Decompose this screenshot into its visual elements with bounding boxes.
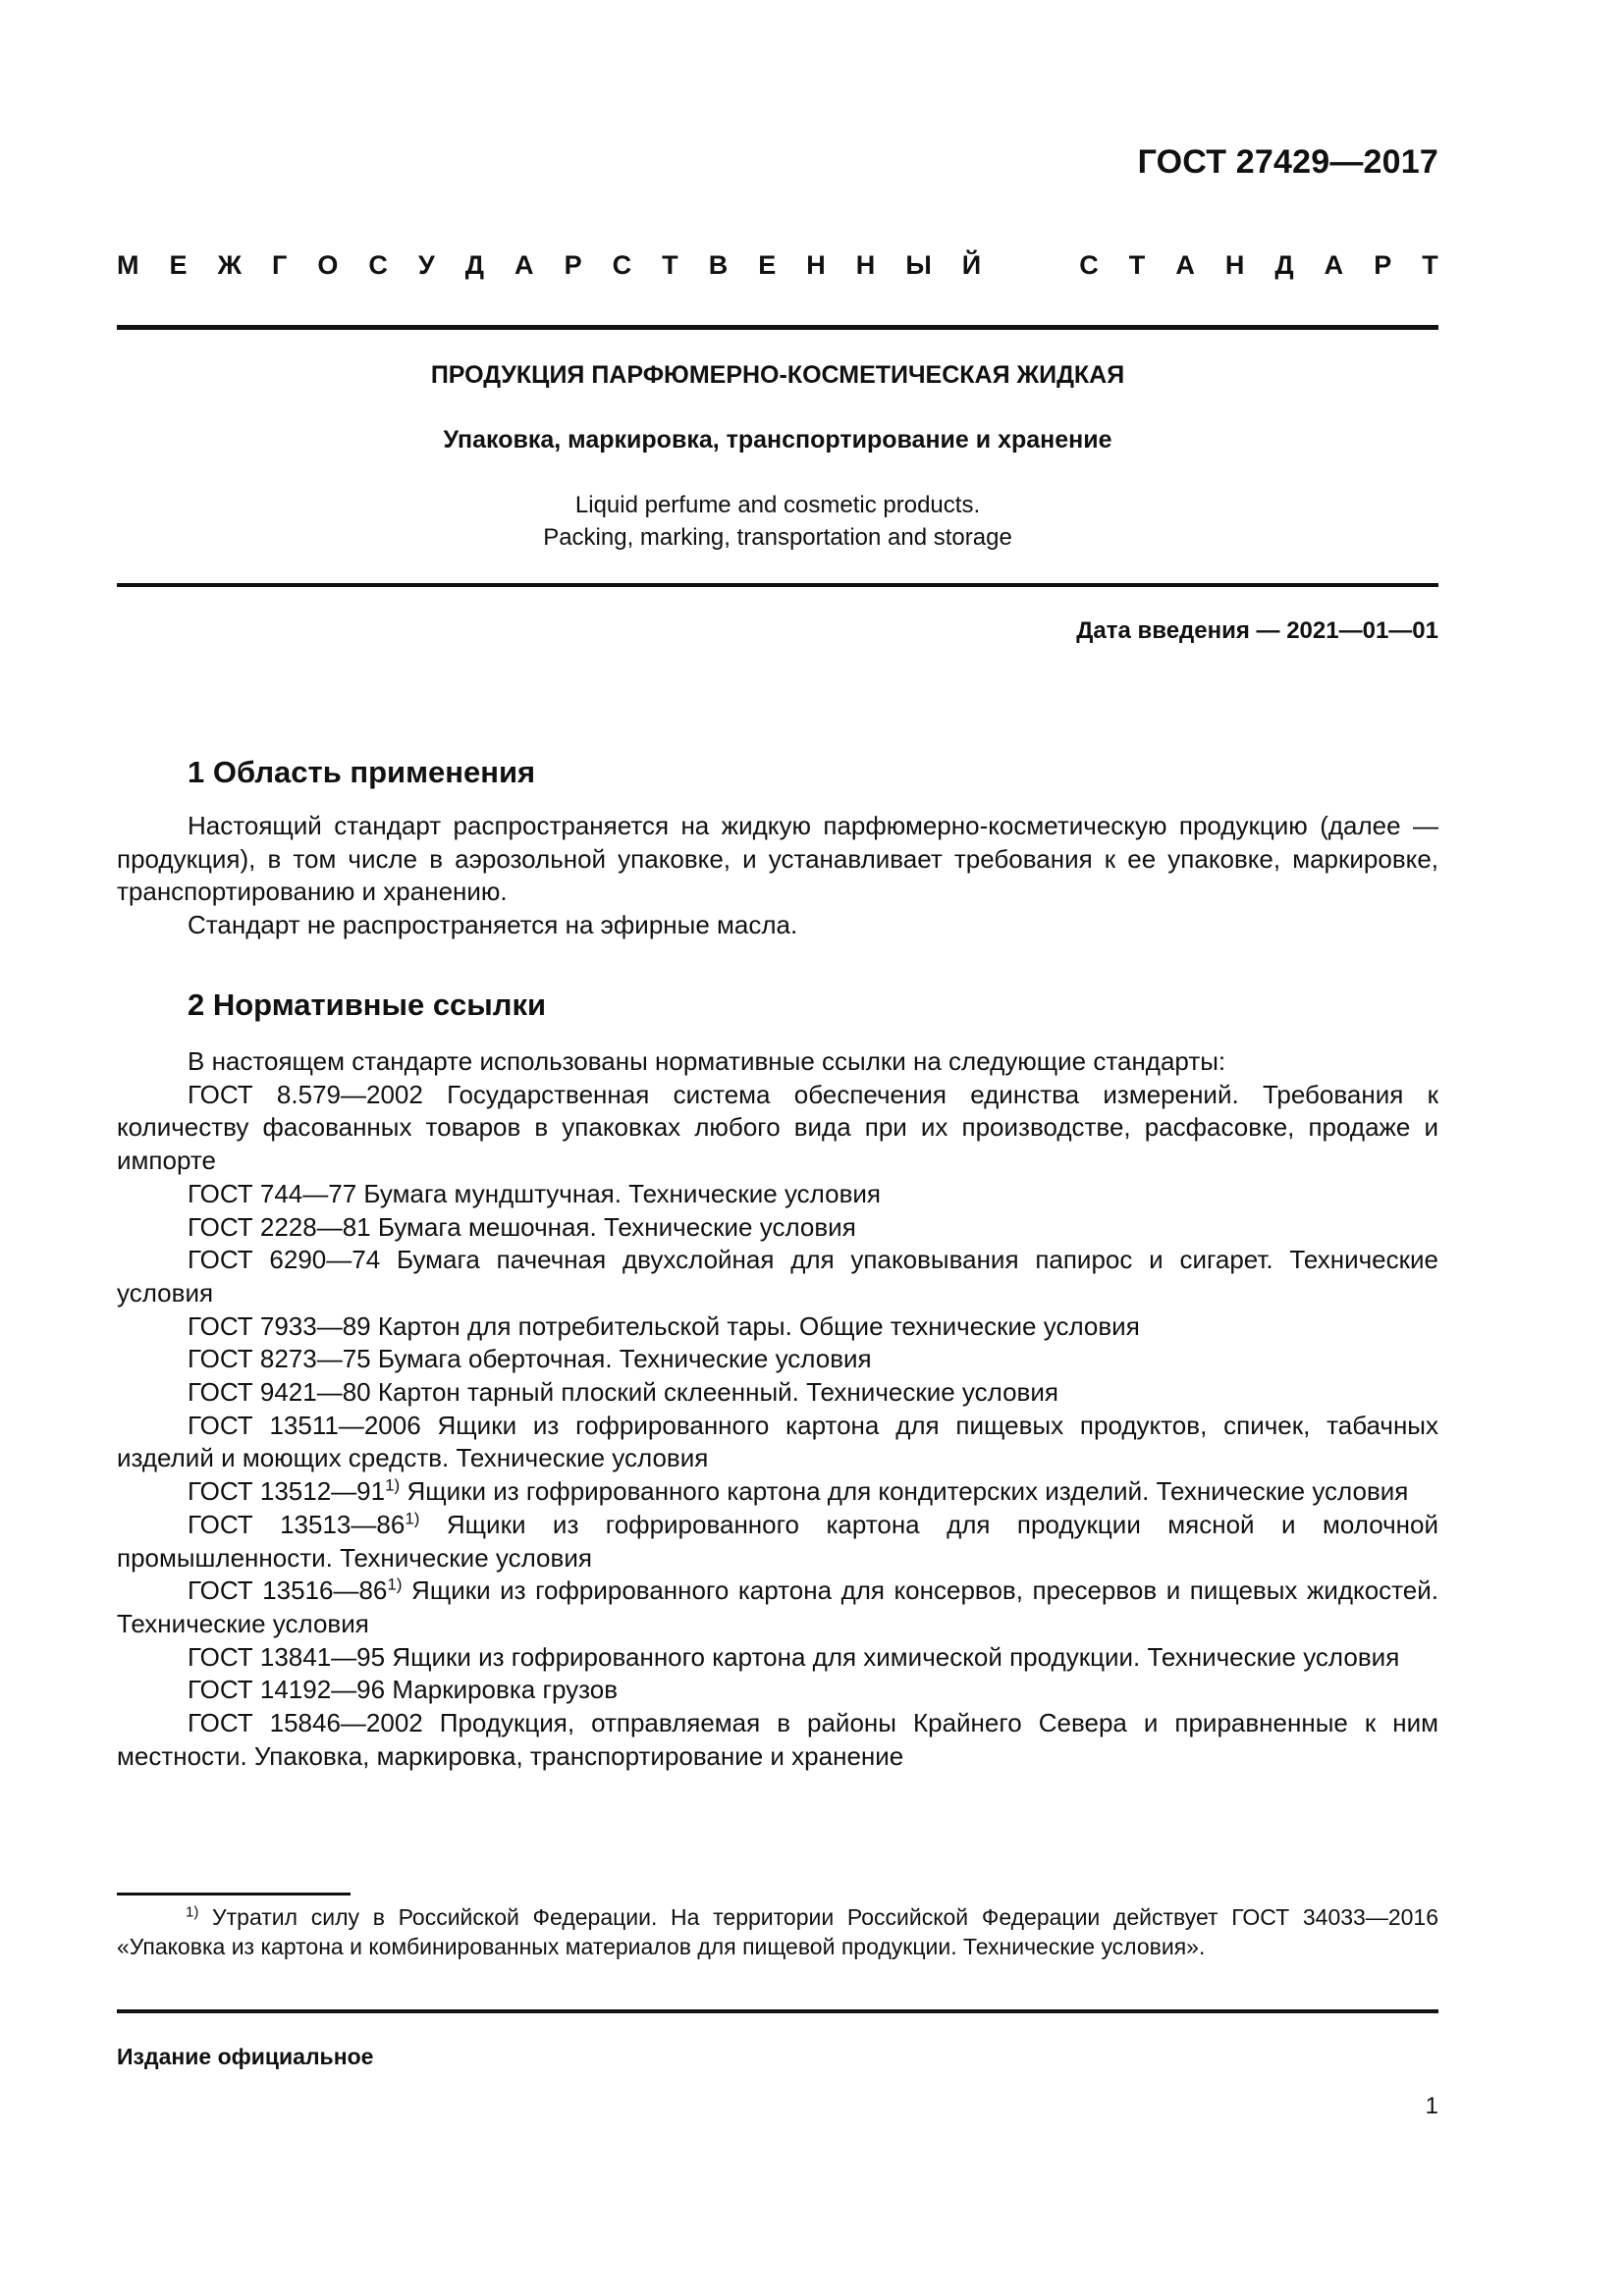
- reference-title: Картон тарный плоский склеенный. Технические условия: [377, 1377, 1058, 1408]
- letter: Т: [1422, 250, 1438, 280]
- reference-item: [117, 1410, 1438, 1475]
- letter: А: [1324, 250, 1344, 280]
- interstate-standard-heading: [117, 250, 1438, 281]
- section-1-heading: 1 Область применения: [188, 755, 536, 789]
- word-gap: [1011, 250, 1049, 281]
- reference-title: Маркировка грузов: [392, 1675, 619, 1705]
- letter: Ы: [905, 250, 932, 280]
- reference-code: ГОСТ 744—77: [188, 1178, 357, 1208]
- gost-number: ГОСТ 27429—2017: [1137, 143, 1438, 181]
- reference-title: Государственная система обеспечения единства измерений. Требования к количеству фасованных товаров в упаковках любого вида при их производстве, расфасовке, продаже и импорте: [117, 1079, 1438, 1176]
- reference-code: ГОСТ 2228—81: [188, 1211, 371, 1242]
- reference-item: [117, 1343, 1438, 1376]
- introduction-date: Дата введения — 2021—01—01: [1076, 617, 1438, 644]
- letter: Н: [855, 250, 876, 280]
- letter: Ж: [217, 250, 242, 280]
- reference-code: ГОСТ 13841—95: [188, 1641, 386, 1672]
- letter: Г: [272, 250, 288, 280]
- english-title-line-1: Liquid perfume and cosmetic products.: [574, 492, 981, 518]
- reference-item: [117, 1641, 1438, 1675]
- reference-item: [117, 1310, 1438, 1344]
- footnote-mark: 1): [385, 1475, 401, 1495]
- letter: Т: [662, 250, 678, 280]
- reference-code: ГОСТ 6290—74: [188, 1245, 381, 1275]
- reference-code: ГОСТ 14192—96: [188, 1675, 386, 1705]
- letter: С: [1079, 250, 1099, 280]
- reference-title: Ящики из гофрированного картона для химической продукции. Технические условия: [392, 1641, 1400, 1672]
- reference-title: Ящики из гофрированного картона для продукции мясной и молочной промышленности. Технические условия: [117, 1509, 1438, 1573]
- letter: А: [1175, 250, 1195, 280]
- document-subtitle: Упаковка, маркировка, транспортирование и хранение: [443, 426, 1112, 454]
- letter: Р: [1374, 250, 1392, 280]
- official-edition-label: Издание официальное: [117, 2044, 374, 2069]
- footnote-mark: 1): [387, 1575, 403, 1594]
- letter: Д: [1274, 250, 1294, 280]
- footnote-mark: 1): [186, 1903, 199, 1921]
- reference-item: [117, 1376, 1438, 1410]
- reference-title: Бумага мундштучная. Технические условия: [363, 1178, 882, 1208]
- normative-references-list: [117, 1079, 1438, 1774]
- reference-item: [117, 1079, 1438, 1178]
- reference-item: [117, 1674, 1438, 1707]
- page-number: 1: [1425, 2093, 1438, 2119]
- reference-code: ГОСТ 13512—91: [188, 1476, 386, 1507]
- letter: С: [368, 250, 388, 280]
- reference-item: [117, 1707, 1438, 1773]
- reference-title: Ящики из гофрированного картона для консервов, пресервов и пищевых жидкостей. Технические условия: [117, 1575, 1438, 1638]
- footnote-rule: [117, 1893, 351, 1896]
- letter: О: [317, 250, 339, 280]
- paragraph: Стандарт не распространяется на эфирные масла.: [188, 910, 798, 940]
- letter: Т: [1128, 250, 1146, 280]
- reference-code: ГОСТ 13513—86: [188, 1509, 406, 1539]
- header-divider: [117, 325, 1438, 330]
- reference-code: ГОСТ 15846—2002: [188, 1708, 423, 1738]
- reference-item: [117, 1475, 1438, 1509]
- letter: В: [708, 250, 729, 280]
- section-1-body: [117, 810, 1438, 942]
- footer-divider: [117, 2009, 1438, 2013]
- letter: Е: [758, 250, 777, 280]
- title-divider: [117, 583, 1438, 587]
- reference-code: ГОСТ 7933—89: [188, 1310, 371, 1341]
- section-2-heading: 2 Нормативные ссылки: [188, 988, 547, 1022]
- reference-title: Продукция, отправляемая в районы Крайнего Севера и приравненные к ним местности. Упаковка, маркировка, транспортирование и хранение: [117, 1708, 1438, 1771]
- reference-code: ГОСТ 8.579—2002: [188, 1079, 423, 1109]
- letter: У: [417, 250, 435, 280]
- reference-title: Ящики из гофрированного картона для кондитерских изделий. Технические условия: [406, 1476, 1409, 1507]
- letter: Й: [961, 250, 982, 280]
- reference-title: Бумага пачечная двухслойная для упаковывания папирос и сигарет. Технические условия: [117, 1245, 1438, 1308]
- footnote-text: $^{1)}$ Утратил силу в Российской Федерации. На территории Российской Федерации действует ГОСТ 34033—2016 «Упаковка из картона и комбинированных материалов для пищевой продукции. Технические условия».: [117, 1903, 1438, 1959]
- reference-code: ГОСТ 9421—80: [188, 1377, 371, 1408]
- reference-item: [117, 1178, 1438, 1211]
- paragraph: Настоящий стандарт распространяется на жидкую парфюмерно-косметическую продукцию (далее — продукция), в том числе в аэрозольной упаковке, и устанавливает требования к ее упаковке, маркировке, транспортированию и хранению.: [117, 811, 1438, 907]
- letter: С: [612, 250, 632, 280]
- footnote: [117, 1902, 1438, 1961]
- reference-code: ГОСТ 13516—86: [188, 1575, 388, 1606]
- english-title-line-2: Packing, marking, transportation and storage: [543, 524, 1012, 551]
- letter: Р: [564, 250, 582, 280]
- document-title: ПРОДУКЦИЯ ПАРФЮМЕРНО-КОСМЕТИЧЕСКАЯ ЖИДКАЯ: [430, 361, 1125, 389]
- letter: Д: [464, 250, 485, 280]
- reference-item: [117, 1244, 1438, 1309]
- reference-item: [117, 1509, 1438, 1575]
- reference-title: Картон для потребительской тары. Общие технические условия: [377, 1310, 1140, 1341]
- letter: Н: [1224, 250, 1245, 280]
- reference-title: Ящики из гофрированного картона для пищевых продуктов, спичек, табачных изделий и моющих средств. Технические условия: [117, 1410, 1438, 1473]
- reference-title: Бумага оберточная. Технические условия: [377, 1344, 872, 1374]
- letter: А: [514, 250, 534, 280]
- reference-item: [117, 1211, 1438, 1245]
- letter: Е: [169, 250, 188, 280]
- reference-code: ГОСТ 8273—75: [188, 1344, 371, 1374]
- reference-item: [117, 1575, 1438, 1640]
- paragraph: В настоящем стандарте использованы нормативные ссылки на следующие стандарты:: [188, 1046, 1226, 1076]
- section-2-body: [117, 1045, 1438, 1773]
- reference-title: Бумага мешочная. Технические условия: [377, 1211, 856, 1242]
- reference-code: ГОСТ 13511—2006: [188, 1410, 421, 1440]
- english-title: [117, 489, 1438, 554]
- letter: Н: [806, 250, 826, 280]
- letter: М: [117, 250, 139, 280]
- footnote-mark: 1): [405, 1509, 420, 1528]
